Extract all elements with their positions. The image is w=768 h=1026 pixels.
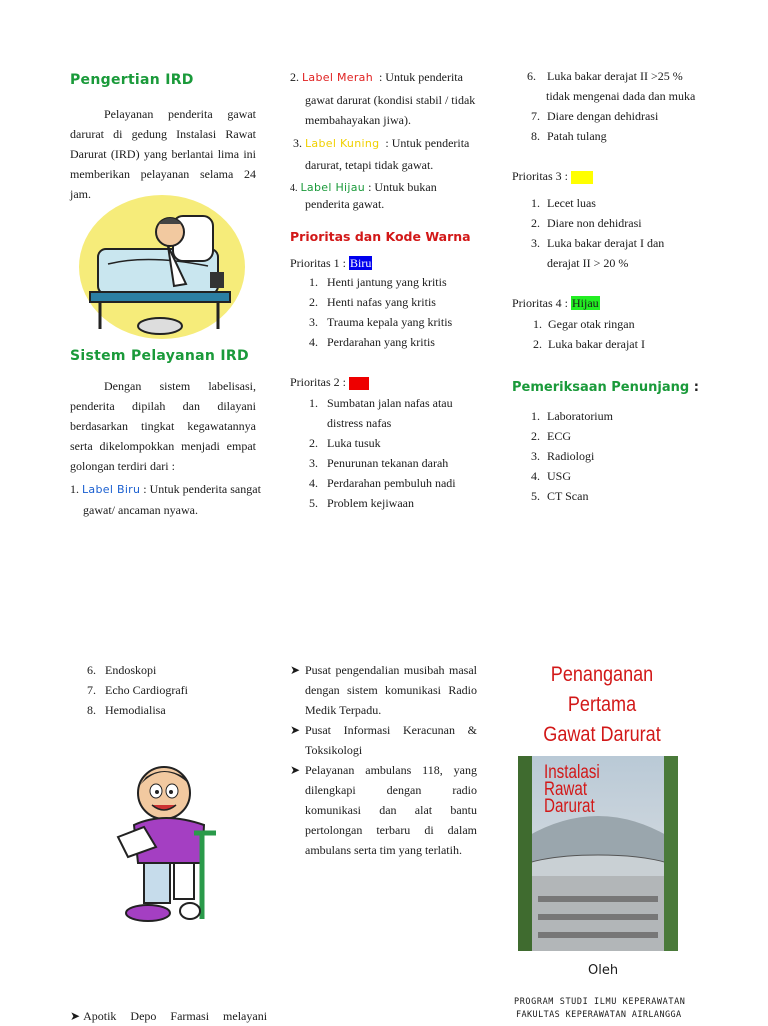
exam-item: 4. USG xyxy=(531,469,572,483)
exam-item: 3. Radiologi xyxy=(531,449,595,463)
prioritas-4-label: Prioritas 4 : Hijau xyxy=(512,296,599,310)
prioritas-3-item: 2. Diare non dehidrasi xyxy=(531,216,642,230)
prioritas-2-cont-item: 7. Diare dengan dehidrasi xyxy=(531,109,659,123)
prioritas-1-label: Prioritas 1 : Biru xyxy=(290,256,372,270)
label-kuning-name: Label Kuning xyxy=(305,137,380,150)
label-merah-line2: gawat darurat (kondisi stabil / tidak xyxy=(305,93,476,107)
exam-cont-text: Hemodialisa xyxy=(105,703,166,717)
paragraph-sistem: Dengan sistem labelisasi, penderita dipilah dan dilayani berdasarkan tingkat kegawatannya serta dikelompokkan menjadi empat golongan terdiri dari : xyxy=(70,379,256,473)
service-item xyxy=(290,660,477,720)
label-hijau-line2: penderita gawat. xyxy=(305,197,385,211)
arrow-bullet-icon: ➤ xyxy=(290,663,301,677)
prioritas-3-text: Luka bakar derajat I dan xyxy=(547,236,665,250)
program-line1: PROGRAM STUDI ILMU KEPERAWATAN xyxy=(514,997,686,1007)
label-merah-line3: membahayakan jiwa). xyxy=(305,113,411,127)
service-text: Pusat Informasi Keracunan & Toksikologi xyxy=(305,723,477,757)
prioritas-1-text: Perdarahan yang kritis xyxy=(327,335,435,349)
prioritas-1-text: Henti nafas yang kritis xyxy=(327,295,436,309)
label-merah-item: 2. Label Merah : Untuk penderita xyxy=(290,70,463,84)
paragraph-pengertian: Pelayanan penderita gawat darurat di gedung Instalasi Rawat Darurat (IRD) yang berlantai lima ini memberikan pelayanan selama 24 jam. xyxy=(70,107,256,201)
prioritas-2-item: 1. Sumbatan jalan nafas atau xyxy=(309,396,453,410)
heading-pengertian-ird: Pengertian IRD xyxy=(70,72,194,88)
prioritas-4-item: 1. Gegar otak ringan xyxy=(533,317,635,331)
label-biru-desc: gawat/ ancaman nyawa. xyxy=(83,503,198,517)
service-item xyxy=(290,760,477,860)
prioritas-1-item: 4. Perdarahan yang kritis xyxy=(309,335,435,349)
prioritas-3-color-swatch xyxy=(571,171,593,184)
exam-item: 2. ECG xyxy=(531,429,571,443)
prioritas-2-item: 2. Luka tusuk xyxy=(309,436,381,450)
heading-pemeriksaan-penunjang: Pemeriksaan Penunjang : xyxy=(512,380,699,395)
label-hijau-name: Label Hijau xyxy=(300,181,366,194)
prioritas-2-cont-text: tidak mengenai dada dan muka xyxy=(546,89,696,103)
program-line2: FAKULTAS KEPERAWATAN AIRLANGGA xyxy=(516,1010,682,1020)
service-item xyxy=(290,720,477,760)
label-hijau-item: 4. Label Hijau : Untuk bukan xyxy=(290,180,437,194)
prioritas-3-item: 3. Luka bakar derajat I dan xyxy=(531,236,665,250)
building-sign: Instalasi Rawat Darurat xyxy=(544,762,600,817)
prioritas-4-item: 2. Luka bakar derajat I xyxy=(533,337,645,351)
prioritas-4-color-swatch: Hijau xyxy=(572,296,599,310)
exam-text: USG xyxy=(547,469,572,483)
prioritas-3-label: Prioritas 3 : xyxy=(512,166,593,186)
apotik-item: ➤ Apotik Depo Farmasi melayani xyxy=(70,1009,268,1023)
prioritas-2-cont-item xyxy=(546,86,695,106)
prioritas-3-text: derajat II > 20 % xyxy=(547,256,629,270)
exam-text: ECG xyxy=(547,429,571,443)
exam-text: CT Scan xyxy=(547,489,589,503)
arrow-bullet-icon: ➤ xyxy=(70,1009,81,1023)
label-biru-item: 1. Label Biru : Untuk penderita sangat xyxy=(70,482,261,496)
exam-text: Laboratorium xyxy=(547,409,613,423)
exam-cont-text: Echo Cardiografi xyxy=(105,683,188,697)
prioritas-2-color-swatch xyxy=(349,377,369,390)
building-photo xyxy=(518,756,678,951)
prioritas-3-item: 1. Lecet luas xyxy=(531,196,596,210)
cover-title-line1: Penanganan Pertama xyxy=(550,663,654,716)
prioritas-1-item: 2. Henti nafas yang kritis xyxy=(309,295,436,309)
sick-patient-illustration xyxy=(78,194,246,340)
exam-item: 5. CT Scan xyxy=(531,489,589,503)
heading-prioritas-kode-warna: Prioritas dan Kode Warna xyxy=(290,229,471,244)
exam-cont-item: 7. Echo Cardiografi xyxy=(87,683,188,697)
service-text: Pelayanan ambulans 118, yang dilengkapi dengan radio komunikasi dan alat bantu pertolongan terbaru di dalam ambulans serta tim yang terlatih. xyxy=(305,763,477,857)
exam-text: Radiologi xyxy=(547,449,595,463)
arrow-bullet-icon: ➤ xyxy=(290,763,301,777)
prioritas-2-text: Sumbatan jalan nafas atau xyxy=(327,396,453,410)
label-biru-name: Label Biru xyxy=(82,483,141,496)
cover-title-line2: Gawat Darurat xyxy=(543,723,661,746)
prioritas-3-text: Lecet luas xyxy=(547,196,596,210)
prioritas-3-item xyxy=(547,253,628,273)
prioritas-2-text: Problem kejiwaan xyxy=(327,496,414,510)
cover-title xyxy=(519,660,684,750)
prioritas-2-text: Penurunan tekanan darah xyxy=(327,456,449,470)
prioritas-2-text: Luka tusuk xyxy=(327,436,381,450)
injured-man-illustration xyxy=(104,763,228,923)
prioritas-2-cont-item: 8. Patah tulang xyxy=(531,129,607,143)
prioritas-2-label: Prioritas 2 : xyxy=(290,372,369,392)
prioritas-2-item xyxy=(327,413,391,433)
prioritas-4-text: Luka bakar derajat I xyxy=(548,337,645,351)
heading-sistem-pelayanan: Sistem Pelayanan IRD xyxy=(70,348,249,364)
prioritas-2-cont-item: 6. Luka bakar derajat II >25 % xyxy=(527,69,683,83)
prioritas-1-item: 3. Trauma kepala yang kritis xyxy=(309,315,453,329)
prioritas-2-text: distress nafas xyxy=(327,416,392,430)
prioritas-3-text: Diare non dehidrasi xyxy=(547,216,642,230)
prioritas-1-text: Trauma kepala yang kritis xyxy=(327,315,453,329)
prioritas-2-item: 4. Perdarahan pembuluh nadi xyxy=(309,476,456,490)
label-kuning-line2: darurat, tetapi tidak gawat. xyxy=(305,158,434,172)
exam-item: 1. Laboratorium xyxy=(531,409,613,423)
label-kuning-item: 3. Label Kuning : Untuk penderita xyxy=(293,136,470,150)
prioritas-1-item: 1. Henti jantung yang kritis xyxy=(309,275,447,289)
exam-cont-item: 8. Hemodialisa xyxy=(87,703,166,717)
label-merah-name: Label Merah xyxy=(302,71,373,84)
arrow-bullet-icon: ➤ xyxy=(290,723,301,737)
prioritas-2-cont-text: Diare dengan dehidrasi xyxy=(547,109,659,123)
prioritas-1-color-swatch: Biru xyxy=(350,256,372,270)
exam-cont-text: Endoskopi xyxy=(105,663,157,677)
prioritas-2-cont-text: Luka bakar derajat II >25 % xyxy=(547,69,683,83)
prioritas-2-item: 5. Problem kejiwaan xyxy=(309,496,414,510)
exam-cont-item: 6. Endoskopi xyxy=(87,663,157,677)
prioritas-2-text: Perdarahan pembuluh nadi xyxy=(327,476,456,490)
prioritas-2-item: 3. Penurunan tekanan darah xyxy=(309,456,449,470)
service-text: Pusat pengendalian musibah masal dengan sistem komunikasi Radio Medik Terpadu. xyxy=(305,663,477,717)
prioritas-2-cont-text: Patah tulang xyxy=(547,129,607,143)
oleh-label: Oleh xyxy=(588,963,619,978)
prioritas-1-text: Henti jantung yang kritis xyxy=(327,275,447,289)
prioritas-4-text: Gegar otak ringan xyxy=(548,317,635,331)
